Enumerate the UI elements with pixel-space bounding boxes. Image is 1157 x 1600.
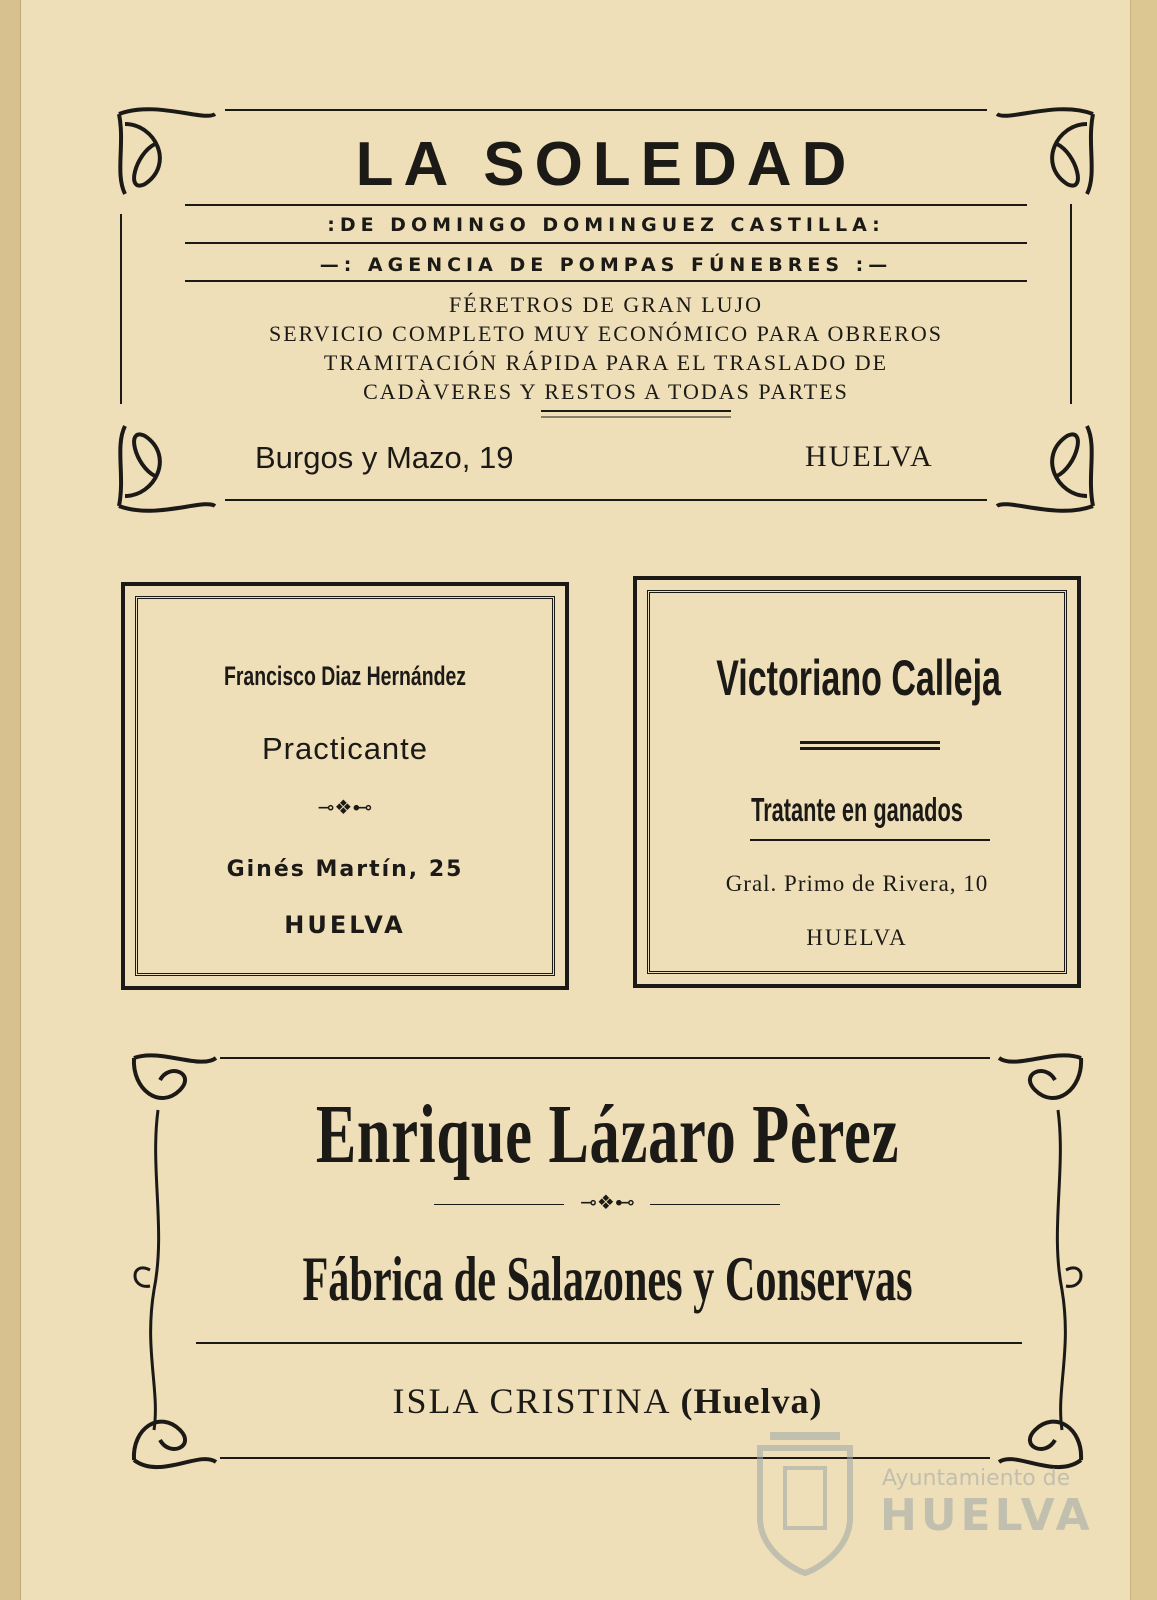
location <box>130 1380 1085 1422</box>
service-line: FÉRETROS DE GRAN LUJO <box>449 292 763 317</box>
ornament-line <box>650 1204 780 1205</box>
owner-line: :DE DOMINGO DOMINGUEZ CASTILLA: <box>327 214 885 236</box>
page-edge-left <box>0 0 21 1600</box>
ad-lazaro <box>130 1050 1085 1488</box>
person-name: Victoriano Calleja <box>716 650 1001 706</box>
address: Gral. Primo de Rivera, 10 <box>725 871 989 896</box>
address: Ginés Martín, 25 <box>226 857 464 882</box>
ad-la-soledad <box>115 104 1097 516</box>
location-town: ISLA CRISTINA <box>392 1381 670 1421</box>
divider <box>185 280 1027 282</box>
city: HUELVA <box>805 440 934 473</box>
location-province: (Huelva) <box>680 1381 823 1421</box>
city: HUELVA <box>284 911 406 939</box>
person-name: Francisco Diaz Hernández <box>223 661 466 691</box>
business-name: Enrique Lázaro Pèrez <box>315 1088 900 1181</box>
service-line: TRAMITACIÓN RÁPIDA PARA EL TRASLADO DE <box>323 350 889 375</box>
inner-border <box>647 590 1067 974</box>
service-line: CADÀVERES Y RESTOS A TODAS PARTES <box>363 379 849 404</box>
watermark-line1: Ayuntamiento de <box>882 1466 1071 1491</box>
agency-line: —: AGENCIA DE POMPAS FÚNEBRES :— <box>319 254 893 276</box>
profession: Practicante <box>261 731 429 766</box>
service-line: SERVICIO COMPLETO MUY ECONÓMICO PARA OBREROS <box>268 321 944 346</box>
divider <box>185 242 1027 244</box>
ornament-icon: ⊸❖⊷ <box>580 1192 635 1214</box>
address: Burgos y Mazo, 19 <box>255 440 514 475</box>
coat-of-arms-icon <box>740 1428 870 1578</box>
business-title: LA SOLEDAD <box>355 130 857 199</box>
trade: Tratante en ganados <box>751 791 963 828</box>
underline <box>750 839 990 841</box>
services-list <box>195 290 1017 406</box>
divider <box>196 1342 1022 1344</box>
watermark-line2: HUELVA <box>880 1490 1094 1541</box>
watermark <box>740 1428 1120 1578</box>
factory-line: Fábrica de Salazones y Conservas <box>302 1243 913 1314</box>
ad-practicante <box>121 582 569 990</box>
ad-calleja <box>633 576 1081 988</box>
page-edge-right <box>1130 0 1157 1600</box>
divider <box>185 204 1027 206</box>
double-rule <box>800 741 940 750</box>
city: HUELVA <box>806 925 908 950</box>
inner-border <box>135 596 555 976</box>
ornament-icon: ⊸❖⊷ <box>317 797 373 819</box>
